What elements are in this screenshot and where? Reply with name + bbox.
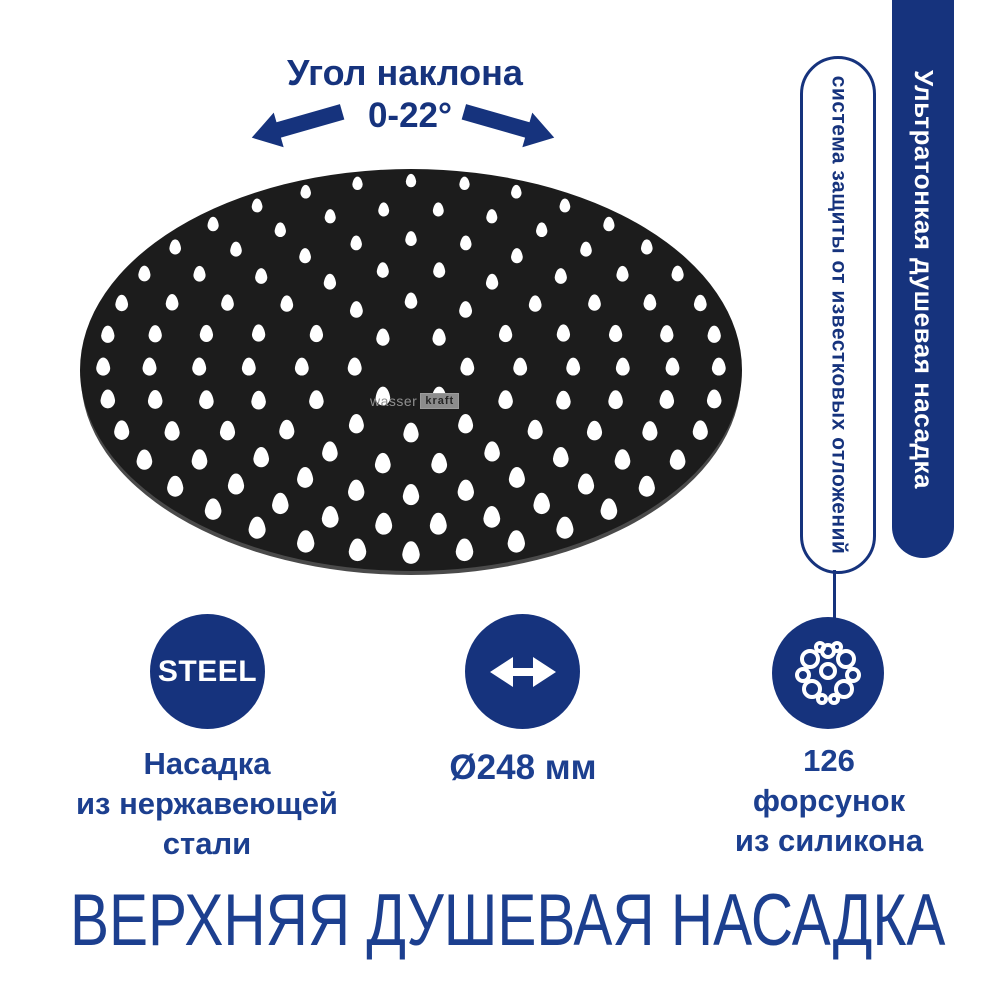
steel-caption-line: Насадка: [143, 746, 271, 781]
limescale-protection-callout: [800, 56, 876, 574]
shower-head: [76, 166, 746, 576]
ultra-thin-banner: [892, 0, 954, 558]
nozzles-badge: [772, 617, 884, 729]
callout-connector-line: [833, 570, 836, 618]
steel-badge-label: STEEL: [157, 654, 258, 688]
nozzles-caption-line: 126: [803, 743, 855, 778]
diameter-caption: [393, 748, 653, 788]
nozzles-caption: [688, 741, 970, 861]
nozzles-caption-line: форсунок: [752, 783, 906, 818]
steel-caption: [25, 744, 389, 864]
diameter-badge: [465, 614, 580, 729]
brand-logo-prefix: wasser: [370, 393, 418, 409]
brand-logo-suffix: kraft: [420, 393, 459, 409]
horizontal-double-arrow-icon: [487, 652, 559, 692]
steel-badge: [150, 614, 265, 729]
page-title: ВЕРХНЯЯ ДУШЕВАЯ НАСАДКА: [70, 879, 946, 962]
limescale-protection-label: система защиты от известковых отложений: [827, 75, 851, 555]
steel-caption-line: из нержавеющей: [76, 786, 338, 821]
arrow-down-left-icon: [248, 102, 348, 148]
tilt-angle-label: Угол наклона: [287, 52, 523, 93]
diameter-caption-line: Ø248 мм: [449, 748, 597, 787]
nozzle-dots-icon: [794, 639, 862, 707]
ultra-thin-banner-label: Ультратонкая душевая насадка: [908, 69, 939, 489]
brand-logo: [370, 391, 459, 411]
arrow-down-right-icon: [458, 102, 558, 148]
tilt-angle-value: 0-22°: [367, 96, 453, 135]
nozzles-caption-line: из силикона: [734, 823, 924, 858]
steel-caption-line: стали: [162, 826, 252, 861]
shower-head-face: [80, 169, 742, 571]
